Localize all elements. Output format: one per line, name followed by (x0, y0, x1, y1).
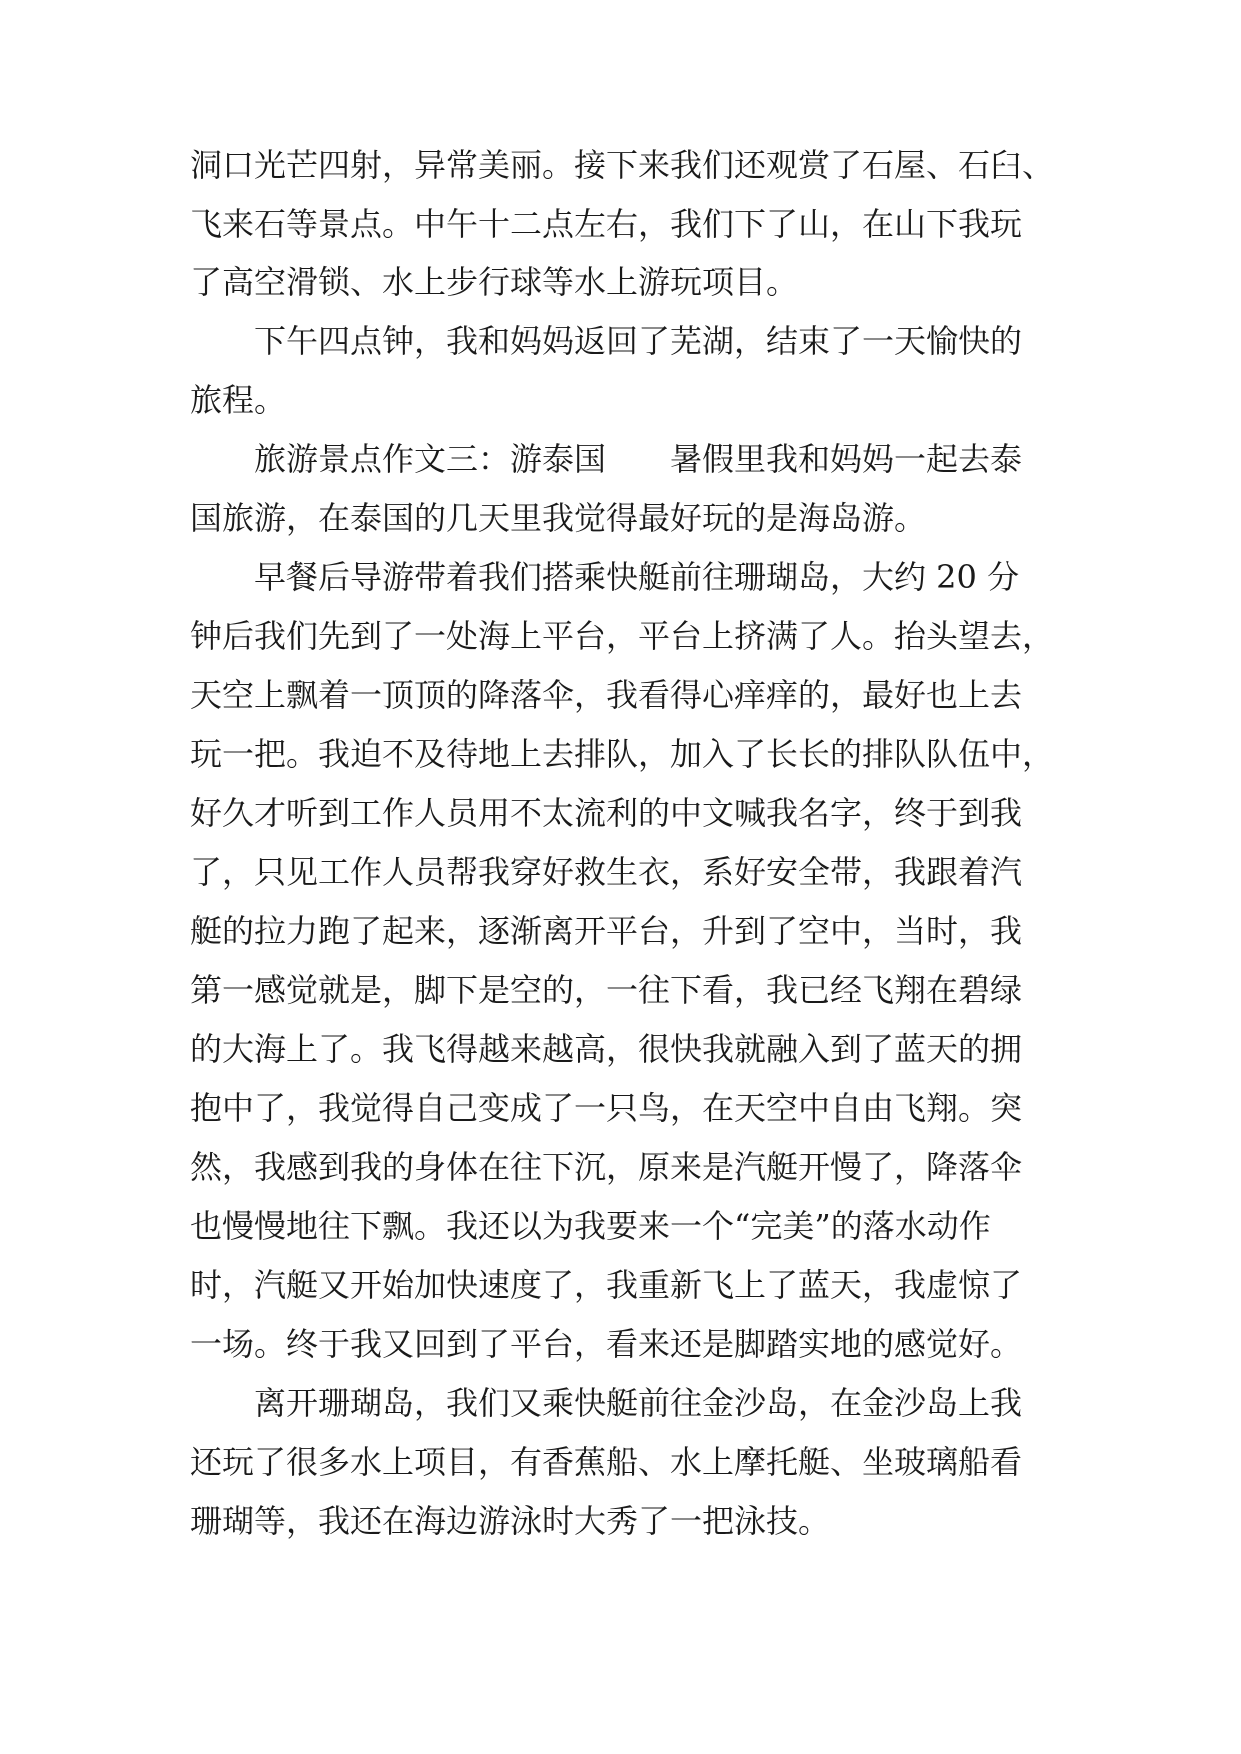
text-line: 抱中了，我觉得自己变成了一只鸟，在天空中自由飞翔。突 (190, 1089, 1023, 1127)
text-line: 旅游景点作文三：游泰国 暑假里我和妈妈一起去泰 (254, 440, 1023, 478)
text-line: 玩一把。我迫不及待地上去排队，加入了长长的排队队伍中， (190, 735, 1055, 773)
text-line: 然，我感到我的身体在往下沉，原来是汽艇开慢了，降落伞 (190, 1148, 1023, 1186)
text-line: 还玩了很多水上项目，有香蕉船、水上摩托艇、坐玻璃船看 (190, 1443, 1023, 1481)
text-line: 下午四点钟，我和妈妈返回了芜湖，结束了一天愉快的 (254, 322, 1023, 360)
text-line: 一场。终于我又回到了平台，看来还是脚踏实地的感觉好。 (190, 1325, 1023, 1363)
text-line: 旅程。 (190, 381, 287, 419)
text-line: 好久才听到工作人员用不太流利的中文喊我名字，终于到我 (190, 794, 1023, 832)
text-line: 的大海上了。我飞得越来越高，很快我就融入到了蓝天的拥 (190, 1030, 1023, 1068)
text-line: 珊瑚等，我还在海边游泳时大秀了一把泳技。 (190, 1502, 831, 1540)
text-line: 钟后我们先到了一处海上平台，平台上挤满了人。抬头望去， (190, 617, 1055, 655)
text-line: 也慢慢地往下飘。我还以为我要来一个“完美”的落水动作 (190, 1207, 991, 1245)
text-line: 第一感觉就是，脚下是空的，一往下看，我已经飞翔在碧绿 (190, 971, 1023, 1009)
text-line: 飞来石等景点。中午十二点左右，我们下了山，在山下我玩 (190, 205, 1023, 243)
text-line: 天空上飘着一顶顶的降落伞，我看得心痒痒的，最好也上去 (190, 676, 1023, 714)
text-line: 艇的拉力跑了起来，逐渐离开平台，升到了空中，当时，我 (190, 912, 1023, 950)
text-line: 国旅游，在泰国的几天里我觉得最好玩的是海岛游。 (190, 499, 927, 537)
text-line: 了，只见工作人员帮我穿好救生衣，系好安全带，我跟着汽 (190, 853, 1023, 891)
text-line: 洞口光芒四射，异常美丽。接下来我们还观赏了石屋、石臼、 (190, 146, 1055, 184)
text-line: 时，汽艇又开始加快速度了，我重新飞上了蓝天，我虚惊了 (190, 1266, 1023, 1304)
text-line: 早餐后导游带着我们搭乘快艇前往珊瑚岛，大约 20 分 (254, 558, 1020, 596)
text-line: 离开珊瑚岛，我们又乘快艇前往金沙岛，在金沙岛上我 (254, 1384, 1023, 1422)
text-line: 了高空滑锁、水上步行球等水上游玩项目。 (190, 263, 799, 301)
